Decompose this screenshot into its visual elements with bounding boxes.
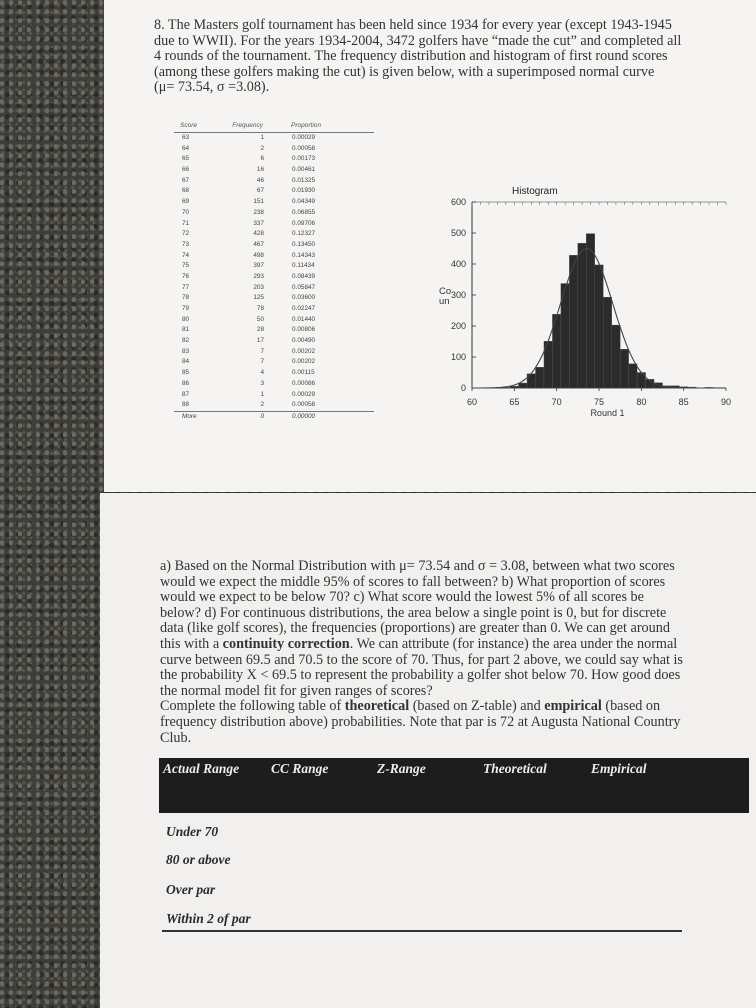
proportion-cell: 0.00029 bbox=[292, 390, 316, 398]
x-tick-label: 90 bbox=[720, 397, 732, 407]
frequency-table-header bbox=[174, 122, 374, 133]
bold-term: continuity correction bbox=[222, 635, 350, 652]
frequency-cell: 16 bbox=[256, 166, 264, 174]
question-line: the probability X < 69.5 to represent the probability a golfer shot below 70. How good does bbox=[160, 667, 681, 684]
frequency-cell: 0 bbox=[260, 412, 264, 420]
frequency-row bbox=[174, 357, 374, 368]
frequency-row bbox=[174, 411, 374, 423]
proportion-cell: 0.13450 bbox=[292, 240, 316, 248]
y-tick-label: 0 bbox=[460, 383, 466, 393]
frequency-row bbox=[174, 325, 374, 336]
frequency-row bbox=[174, 272, 374, 283]
frequency-cell: 78 bbox=[256, 305, 264, 312]
histogram-bar bbox=[578, 243, 586, 388]
score-cell: 76 bbox=[182, 272, 190, 280]
question-line bbox=[160, 699, 705, 715]
frequency-cell: 17 bbox=[256, 337, 264, 345]
proportion-cell: 0.00202 bbox=[292, 358, 316, 366]
frequency-cell: 28 bbox=[256, 326, 264, 334]
question-line bbox=[160, 637, 705, 653]
proportion-cell: 0.08439 bbox=[292, 272, 316, 280]
score-cell: 72 bbox=[182, 230, 190, 238]
header-cc-range: CC Range bbox=[271, 761, 329, 776]
histogram-bar bbox=[705, 387, 713, 388]
proportion-cell: 0.01325 bbox=[292, 176, 316, 184]
y-tick-label: 200 bbox=[450, 321, 466, 331]
question-line: below? d) For continuous distributions, the area below a single point is 0, but for discrete bbox=[160, 604, 667, 621]
x-tick-label: 75 bbox=[593, 397, 605, 407]
score-cell: 70 bbox=[182, 208, 190, 216]
frequency-row bbox=[174, 283, 374, 294]
proportion-cell: 0.00086 bbox=[292, 379, 316, 387]
header-actual-range: Actual Range bbox=[163, 761, 240, 776]
bold-term: theoretical bbox=[344, 698, 410, 715]
text-run: Complete the following table of bbox=[160, 698, 345, 715]
score-cell: 77 bbox=[182, 283, 190, 291]
score-cell: 88 bbox=[182, 401, 190, 409]
frequency-cell: 397 bbox=[253, 262, 264, 270]
score-cell: 65 bbox=[182, 155, 190, 163]
frequency-row bbox=[174, 154, 374, 165]
text-run: (based on bbox=[601, 698, 661, 715]
proportion-cell: 0.00490 bbox=[292, 337, 316, 345]
proportion-cell: 0.05847 bbox=[292, 283, 316, 291]
problem-line: (among these golfers making the cut) is given below, with a superimposed normal curve bbox=[154, 63, 655, 80]
score-cell: 69 bbox=[182, 198, 190, 206]
text-run: this with a bbox=[160, 635, 223, 652]
score-cell: 87 bbox=[182, 390, 190, 398]
frequency-row bbox=[174, 176, 374, 187]
frequency-row bbox=[174, 293, 374, 304]
score-cell: More bbox=[182, 412, 197, 420]
histogram-bar bbox=[536, 367, 544, 388]
frequency-cell: 125 bbox=[253, 294, 264, 302]
histogram-bar bbox=[603, 297, 611, 388]
frequency-row bbox=[174, 261, 374, 272]
score-cell: 84 bbox=[182, 358, 190, 366]
row-under-70: Under 70 bbox=[166, 824, 219, 839]
problem-line: due to WWII). For the years 1934-2004, 3472 golfers have “made the cut” and completed all bbox=[154, 32, 682, 49]
frequency-cell: 4 bbox=[260, 369, 264, 377]
y-tick-label: 500 bbox=[450, 228, 466, 238]
score-cell: 64 bbox=[182, 144, 190, 152]
frequency-cell: 3 bbox=[260, 379, 264, 387]
proportion-cell: 0.00115 bbox=[292, 369, 315, 377]
frequency-row bbox=[174, 208, 374, 219]
problem-line: 8. The Masters golf tournament has been held since 1934 for every year (except 1943-1945 bbox=[154, 17, 672, 33]
histogram-bar bbox=[612, 325, 620, 388]
row-within-2-of-par: Within 2 of par bbox=[166, 911, 251, 926]
frequency-cell: 2 bbox=[260, 144, 264, 152]
question-line: would we expect to be below 70? c) What score would the lowest 5% of all scores be bbox=[160, 589, 644, 606]
frequency-row bbox=[174, 219, 374, 230]
proportion-cell: 0.00173 bbox=[292, 155, 316, 163]
proportion-cell: 0.01440 bbox=[292, 315, 316, 323]
frequency-row bbox=[174, 336, 374, 347]
worksheet-page-top bbox=[104, 0, 756, 492]
proportion-cell: 0.04349 bbox=[292, 198, 316, 206]
table-bottom-rule bbox=[162, 930, 682, 932]
header-theoretical: Theoretical bbox=[483, 761, 547, 776]
score-cell: 68 bbox=[182, 187, 190, 195]
bold-term: empirical bbox=[544, 698, 602, 715]
proportion-cell: 0.12327 bbox=[292, 230, 316, 238]
frequency-cell: 1 bbox=[260, 134, 264, 141]
header-score: Score bbox=[180, 122, 197, 129]
score-cell: 81 bbox=[182, 326, 190, 334]
frequency-cell: 293 bbox=[253, 272, 264, 280]
frequency-cell: 337 bbox=[253, 219, 264, 227]
frequency-row bbox=[174, 186, 374, 197]
frequency-cell: 2 bbox=[260, 401, 264, 409]
frequency-cell: 151 bbox=[253, 198, 264, 206]
frequency-cell: 6 bbox=[260, 155, 264, 163]
x-tick-label: 65 bbox=[509, 397, 520, 407]
chart-title: Histogram bbox=[512, 186, 558, 197]
frequency-row bbox=[174, 390, 374, 401]
x-tick-label: 70 bbox=[551, 397, 562, 407]
frequency-row bbox=[174, 368, 374, 379]
frequency-row bbox=[174, 165, 374, 176]
answer-table-header bbox=[159, 758, 749, 813]
proportion-cell: 0.06855 bbox=[292, 208, 316, 216]
problem-line: 4 rounds of the tournament. The frequency distribution and histogram of first round scores bbox=[154, 48, 668, 65]
frequency-row bbox=[174, 144, 374, 155]
frequency-row bbox=[174, 347, 374, 358]
proportion-cell: 0.00058 bbox=[292, 144, 316, 152]
histogram-bar bbox=[595, 265, 603, 388]
frequency-row bbox=[174, 133, 374, 144]
x-axis-label: Round 1 bbox=[590, 408, 625, 418]
score-cell: 85 bbox=[182, 369, 190, 377]
y-tick-label: 400 bbox=[450, 259, 466, 269]
frequency-table-body bbox=[174, 133, 374, 423]
problem-statement bbox=[154, 18, 739, 96]
y-axis-label-bottom: un bbox=[439, 296, 450, 307]
proportion-cell: 0.03600 bbox=[292, 294, 316, 302]
proportion-cell: 0.00029 bbox=[292, 134, 316, 141]
y-tick-label: 600 bbox=[450, 197, 466, 207]
frequency-row bbox=[174, 304, 374, 315]
frequency-cell: 1 bbox=[260, 390, 264, 398]
histogram-bar bbox=[519, 383, 527, 388]
histogram-bar bbox=[629, 364, 637, 388]
header-frequency: Frequency bbox=[232, 122, 263, 129]
header-z-range: Z-Range bbox=[377, 761, 426, 776]
question-line: data (like golf scores), the frequencies (proportions) are greater than 0. We can get around bbox=[160, 620, 670, 637]
proportion-cell: 0.11434 bbox=[292, 262, 315, 270]
frequency-cell: 467 bbox=[253, 240, 264, 248]
problem-line: (μ= 73.54, σ =3.08). bbox=[154, 79, 270, 96]
text-run: (based on Z-table) and bbox=[409, 698, 545, 715]
proportion-cell: 0.00000 bbox=[292, 412, 316, 420]
text-run: . We can attribute (for instance) the area under the normal bbox=[349, 635, 678, 652]
histogram-bar bbox=[620, 349, 628, 388]
proportion-cell: 0.00202 bbox=[292, 347, 316, 355]
proportion-cell: 0.00806 bbox=[292, 326, 316, 334]
question-line: the normal model fit for given ranges of scores? bbox=[160, 682, 433, 699]
x-tick-label: 60 bbox=[466, 397, 478, 407]
histogram-bar bbox=[569, 255, 577, 388]
frequency-cell: 428 bbox=[253, 230, 264, 238]
question-line: Club. bbox=[160, 729, 192, 746]
score-cell: 67 bbox=[182, 176, 190, 184]
part-a-questions bbox=[160, 559, 705, 746]
score-cell: 86 bbox=[182, 379, 190, 387]
frequency-row bbox=[174, 379, 374, 390]
frequency-row bbox=[174, 251, 374, 262]
x-tick-label: 80 bbox=[636, 397, 647, 407]
frequency-cell: 50 bbox=[256, 315, 264, 323]
histogram-bar bbox=[637, 373, 645, 389]
header-proportion: Proportion bbox=[291, 122, 321, 129]
frequency-cell: 203 bbox=[253, 283, 264, 291]
y-tick-label: 100 bbox=[450, 352, 466, 362]
score-cell: 75 bbox=[182, 262, 190, 270]
score-cell: 73 bbox=[182, 240, 190, 248]
question-line: would we expect the middle 95% of scores to fall between? b) What proportion of scores bbox=[160, 573, 666, 590]
proportion-cell: 0.00461 bbox=[292, 166, 316, 174]
question-line: curve between 69.5 and 70.5 to the score of 70. Thus, for part 2 above, we could say what is bbox=[160, 651, 683, 668]
row-over-par: Over par bbox=[166, 882, 216, 897]
question-line: frequency distribution above) probabilities. Note that par is 72 at Augusta National Country bbox=[160, 713, 681, 730]
frequency-cell: 7 bbox=[260, 347, 264, 355]
score-cell: 74 bbox=[182, 251, 190, 259]
frequency-row bbox=[174, 315, 374, 326]
frequency-row bbox=[174, 400, 374, 411]
proportion-cell: 0.00058 bbox=[292, 401, 316, 409]
histogram-chart bbox=[354, 178, 754, 418]
frequency-cell: 498 bbox=[253, 251, 264, 259]
score-cell: 63 bbox=[182, 134, 190, 141]
worksheet-page-bottom bbox=[100, 493, 756, 1008]
row-80-or-above: 80 or above bbox=[166, 852, 231, 867]
score-cell: 71 bbox=[182, 219, 190, 227]
x-tick-label: 85 bbox=[678, 397, 689, 407]
y-axis-label-top: Co bbox=[439, 285, 452, 297]
score-cell: 66 bbox=[182, 166, 190, 174]
histogram-bar bbox=[586, 234, 594, 388]
frequency-row bbox=[174, 240, 374, 251]
histogram-bar bbox=[510, 386, 518, 388]
score-cell: 82 bbox=[182, 337, 190, 345]
y-tick-label: 300 bbox=[450, 290, 466, 300]
frequency-cell: 238 bbox=[253, 208, 264, 216]
frequency-row bbox=[174, 229, 374, 240]
proportion-cell: 0.01930 bbox=[292, 187, 316, 195]
proportion-cell: 0.09706 bbox=[292, 219, 316, 227]
header-empirical: Empirical bbox=[591, 761, 647, 776]
score-cell: 79 bbox=[182, 305, 190, 312]
frequency-cell: 46 bbox=[256, 176, 264, 184]
score-cell: 78 bbox=[182, 294, 190, 302]
question-line: a) Based on the Normal Distribution with μ= 73.54 and σ = 3.08, between what two scores bbox=[160, 558, 675, 574]
frequency-table bbox=[174, 122, 374, 423]
score-cell: 83 bbox=[182, 347, 190, 355]
proportion-cell: 0.14343 bbox=[292, 251, 316, 259]
frequency-cell: 7 bbox=[260, 358, 264, 366]
frequency-row bbox=[174, 197, 374, 208]
proportion-cell: 0.02247 bbox=[292, 305, 316, 312]
score-cell: 80 bbox=[182, 315, 190, 323]
frequency-cell: 67 bbox=[256, 187, 264, 195]
